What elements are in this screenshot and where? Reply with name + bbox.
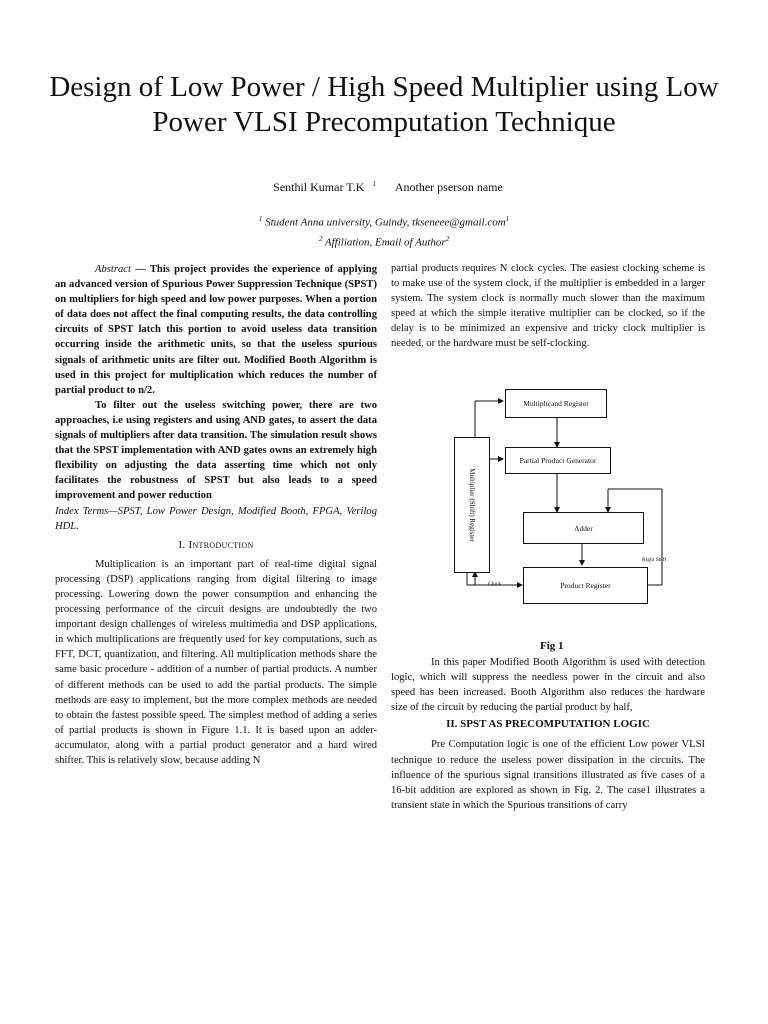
abstract-paragraph-1 (55, 262, 377, 398)
author-first (265, 180, 376, 194)
author-first-sup: 1 (372, 180, 376, 188)
author-second: Another pserson name (394, 180, 503, 194)
adder-box: Adder (523, 512, 644, 544)
multiplicand-register-box: Multiplicand Register (505, 389, 607, 418)
right-shift-label: Right Shift (642, 557, 667, 563)
affiliation-1 (0, 211, 768, 231)
abstract-paragraph-2: To filter out the useless switching power, there are two approaches, i.e using registers and using AND gates, to assert the data signals of multipliers after data transition. The simulation result shows that the SPST implementation with AND gates owns an extremely high flexibility on adjusting the data asserting time which not only facilitates the robustness of SPST but also leads to a speed improvement and power reduction (55, 399, 377, 502)
product-register-box: Product Register (523, 567, 648, 604)
section-2-heading: II. SPST AS PRECOMPUTATION LOGIC (446, 718, 650, 731)
introduction-paragraph: Multiplication is an important part of real-time digital signal processing (DSP) applications ranging from digital filtering to image processing. Lowering down the power consumption and enhancing the processing performance of the circuit designs are undoubtedly the two important design challenges of wireless multimedia and DSP applications, in which multiplications are frequently used for key computations, such as FFT, DCT, quantization, and filtering. All multiplication methods share the same basic procedure - addition of a number of partial products. A number of different methods can be used to add the partial products. The simple methods are easy to implement, but the more complex methods are needed to obtain the fastest possible speed. The simplest method of adding a series of partial products is shown in Figure 1.1. It is based upon an adder-accumulator, along with a partial product generator and a hard wired shifter. This is relatively slow, because adding N (55, 558, 377, 766)
right-column-bottom (391, 655, 705, 813)
abstract-lead: Abstract (95, 264, 131, 275)
affiliations (0, 211, 768, 250)
right-paragraph-3: Pre Computation logic is one of the efficient Low power VLSI technique to reduce the useless power dissipation in the circuits. The influence of the spurious signal transitions illustrated as five cases of a 16-bit addition are explored as shown in Fig. 2. The case1 illustrates a transient state in which the Spurious transitions of carry (391, 739, 705, 811)
partial-product-generator-box: Partial Product Generator (505, 447, 611, 474)
section-1-heading: I. Introduction (178, 538, 254, 551)
right-paragraph-1: partial products requires N clock cycles. The easiest clocking scheme is to make use of the system clock, if the multiplier is embedded in a larger system. The system clock is normally much slower than the maximum speed at which the simple iterative multiplier can be clocked, so if the delay is to be minimized an expensive and tricky clock multiplier is needed, or the hardware must be self-clocking. (391, 263, 705, 350)
multiplier-block-diagram (430, 377, 730, 637)
multiplier-register-label: Multiplier (Shift) Register (468, 468, 476, 542)
paper-title: Design of Low Power / High Speed Multiplier using Low Power VLSI Precomputation Technique (49, 71, 719, 138)
right-paragraph-2: In this paper Modified Booth Algorithm is used with detection logic, which will suppress the needless power in the circuit and also speed has been increased. Booth Algorithm also reduces the hardware size of the circuit by reducing the partial product by half, (391, 657, 705, 714)
abstract-text-1: — This project provides the experience of applying an advanced version of Spurious Power Suppression Technique (SPST) on multipliers for high speed and low power purposes. When a portion of data does not affect the final computing results, the data controlling circuits of SPST latch this portion to avoid useless data transition occurring inside the arithmetic units, so that the useless spurious signals of arithmetic units are filter out. Modified Booth Algorithm is used in this project for multiplication which reduces the number of partial product to n/2. (55, 264, 377, 396)
index-terms: Index Terms—SPST, Low Power Design, Modified Booth, FPGA, Verilog HDL. (55, 505, 377, 532)
figure-caption: Fig 1 (540, 640, 564, 652)
author-list (0, 180, 768, 195)
affiliation-2-end-sup: 2 (445, 234, 450, 243)
affiliation-2-text: Affiliation, Email of Author (324, 236, 446, 249)
affiliation-2-sup: 2 (318, 234, 323, 243)
affiliation-1-end-sup: 1 (505, 215, 510, 223)
author-first-name: Senthil Kumar T.K (273, 180, 365, 194)
affiliation-2 (0, 231, 768, 251)
affiliation-1-text: Student Anna university, Guindy, tkseneee@gmail.com (265, 216, 506, 229)
clock-label: Clock (488, 581, 502, 587)
left-column (55, 262, 377, 768)
right-column-top (391, 261, 705, 352)
multiplier-shift-register-box (454, 437, 490, 573)
affiliation-1-sup: 1 (258, 215, 263, 223)
